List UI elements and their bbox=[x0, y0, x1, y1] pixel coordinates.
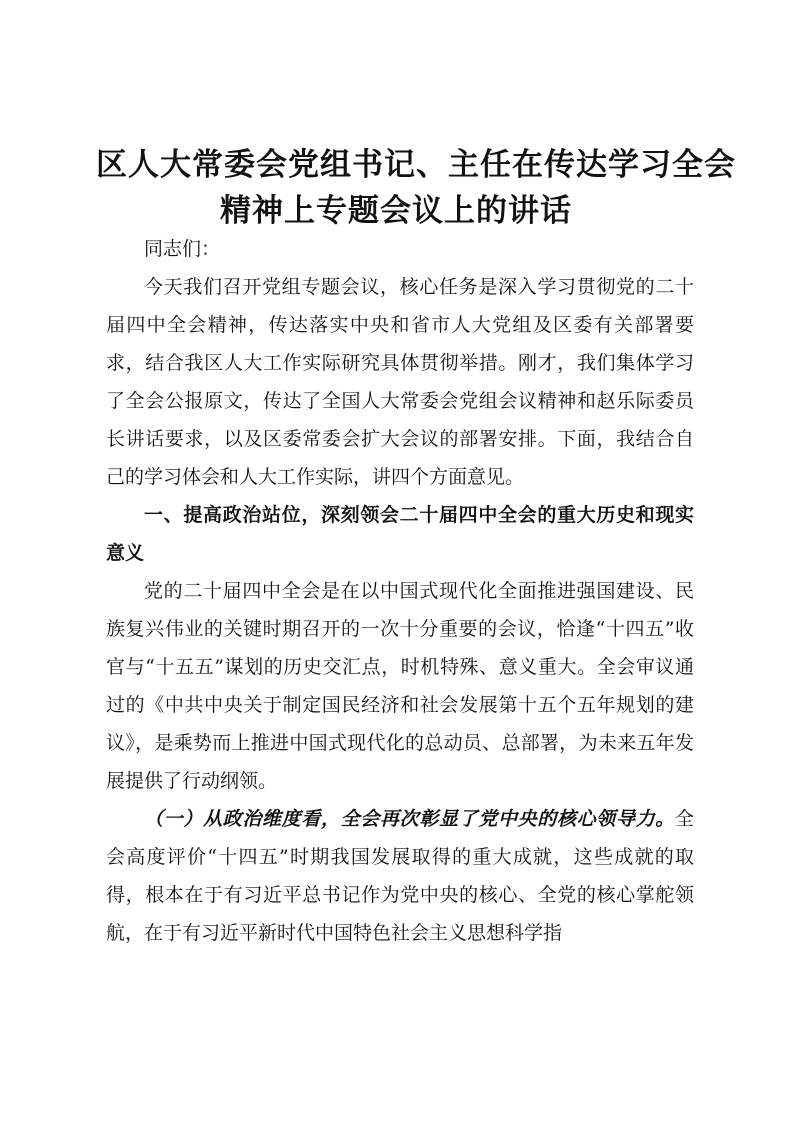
salutation: 同志们： bbox=[144, 238, 221, 260]
title-line-1: 区人大常委会党组书记、主任在传达学习全会 bbox=[96, 147, 736, 183]
section-heading-1: 一、提高政治站位，深刻领会二十届四中全会的重大历史和现实意义 bbox=[106, 504, 694, 564]
subsection-1-heading: （一）从政治维度看，全会再次彰显了党中央的核心领导力。 bbox=[144, 808, 675, 830]
title-line-2: 精神上专题会议上的讲话 bbox=[220, 193, 572, 229]
document-title bbox=[96, 142, 736, 234]
document-body bbox=[106, 230, 694, 952]
subsection-1-paragraph bbox=[106, 800, 694, 952]
section-1-paragraph: 党的二十届四中全会是在以中国式现代化全面推进强国建设、民族复兴伟业的关键时期召开的一次十分重要的会议，恰逢“十四五”收官与“十五五”谋划的历史交汇点，时机特殊、意义重大。全会审议通过的《中共中央关于制定国民经济和社会发展第十五个五年规划的建议》，是乘势而上推进中国式现代化的总动员、总部署，为未来五年发展提供了行动纲领。 bbox=[106, 580, 694, 792]
intro-paragraph: 今天我们召开党组专题会议，核心任务是深入学习贯彻党的二十届四中全会精神，传达落实中央和省市人大党组及区委有关部署要求，结合我区人大工作实际研究具体贯彻举措。刚才，我们集体学习了全会公报原文，传达了全国人大常委会党组会议精神和赵乐际委员长讲话要求，以及区委常委会扩大会议的部署安排。下面，我结合自己的学习体会和人大工作实际，讲四个方面意见。 bbox=[106, 276, 694, 488]
subsection-1-text: 全会高度评价“十四五”时期我国发展取得的重大成就，这些成就的取得，根本在于有习近平总书记作为党中央的核心、全党的核心掌舵领航，在于有习近平新时代中国特色社会主义思想科学指 bbox=[106, 808, 694, 944]
